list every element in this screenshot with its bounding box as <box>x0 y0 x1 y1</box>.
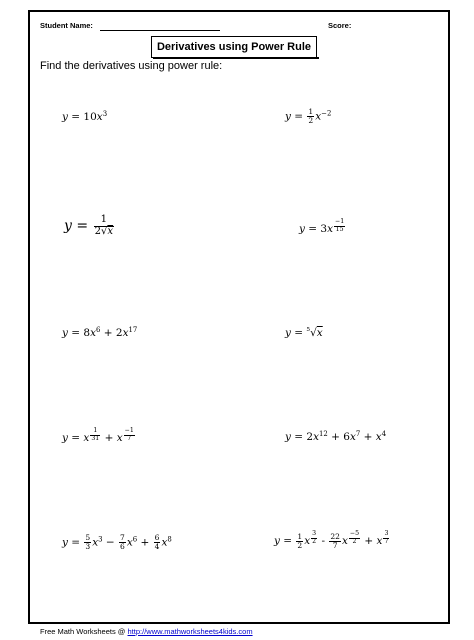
problem-10: y = $\frac{1}{2}$ x $^{\frac{3}{2}}$ - $\frac{22}{7}$ x $^{\frac{-5}{2}}$ + x $^{\frac{3}{7}}$ <box>274 530 389 550</box>
problem-2: y = $\frac{1}{2}$ $x^{-2}$ <box>285 107 332 125</box>
student-name-line <box>100 30 220 31</box>
problem-5: $y = 8x^6 + 2x^{17}$ <box>62 325 138 339</box>
title-box <box>151 36 317 58</box>
problem-7: y = x $^{\frac{1}{31}}$ + x $^{\frac{-1}{7}}$ <box>62 427 134 445</box>
instruction-text: Find the derivatives using power rule: <box>40 60 223 72</box>
student-name-label: Student Name: <box>40 21 93 30</box>
problem-1: $y = 10x^3$ <box>62 109 108 123</box>
footer-link[interactable]: http://www.mathworksheets4kids.com <box>127 627 253 636</box>
problem-4: y = 3x $^{\frac{-1}{15}}$ <box>299 218 345 236</box>
score-label: Score: <box>328 21 352 30</box>
problem-3: y = $\frac{1}{2√x}$ <box>64 214 114 237</box>
footer-prefix: Free Math Worksheets @ <box>40 627 128 636</box>
page-title: Derivatives using Power Rule <box>156 41 312 53</box>
footer <box>40 627 253 636</box>
problem-8: $y = 2x^{12} + 6x^7 + x^4$ <box>285 429 387 443</box>
problem-9: y = $\frac{5}{3}$ $x^3$ − $\frac{7}{6}$ $x^6$ + $\frac{6}{4}$ $x^8$ <box>62 533 172 551</box>
problem-6: y = $^5$√x <box>285 326 323 339</box>
